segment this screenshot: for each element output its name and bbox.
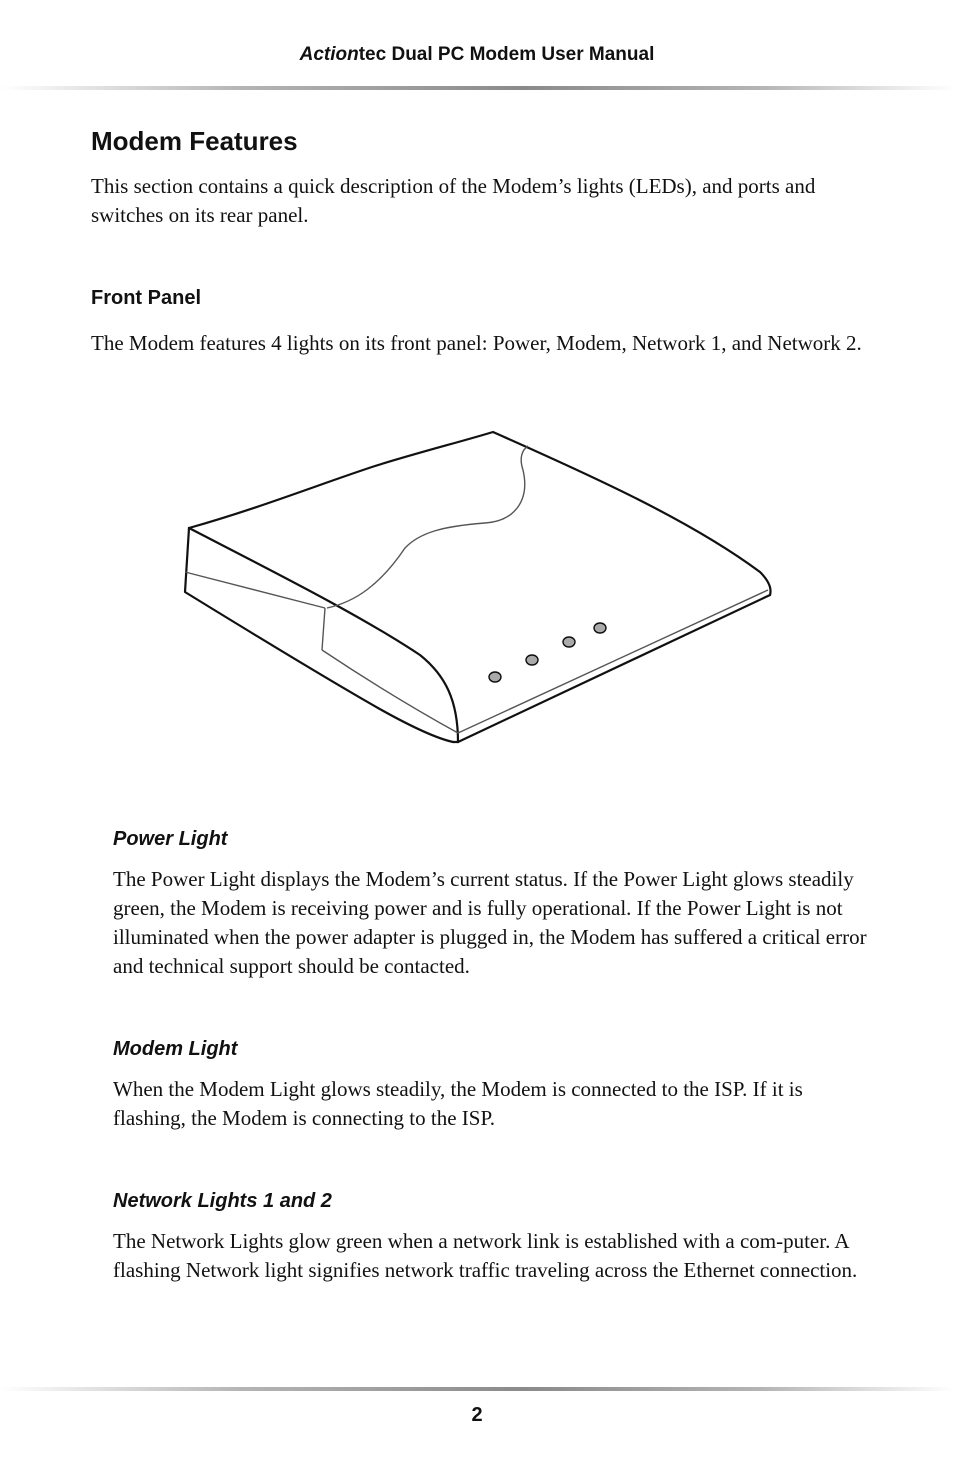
modem-figure — [170, 420, 790, 760]
power-light-heading: Power Light — [113, 828, 228, 850]
modem-light-heading: Modem Light — [113, 1038, 238, 1060]
header-title-rest: tec Dual PC Modem User Manual — [358, 44, 655, 65]
front-panel-heading: Front Panel — [91, 287, 202, 309]
page-number: 2 — [471, 1404, 483, 1426]
modem-top-wave — [327, 446, 528, 608]
modem-left-face — [185, 528, 453, 742]
led-power-icon — [489, 672, 501, 682]
section-intro: This section contains a quick description of the Modem’s lights (LEDs), and ports and switches on its rear panel. — [91, 174, 816, 227]
section-title: Modem Features — [91, 126, 298, 156]
led-modem-icon — [526, 655, 538, 665]
header-divider — [0, 86, 954, 90]
modem-light-text: When the Modem Light glows steadily, the Modem is connected to the ISP. If it is flashing, the Modem is connecting to the ISP. — [113, 1077, 803, 1130]
modem-right-edge — [458, 595, 770, 742]
modem-top-outline — [189, 432, 771, 595]
modem-illustration-icon — [170, 420, 790, 760]
led-network-2-icon — [594, 623, 606, 633]
led-network-1-icon — [563, 637, 575, 647]
footer-divider — [0, 1387, 954, 1391]
front-panel-text: The Modem features 4 lights on its front panel: Power, Modem, Network 1, and Network 2. — [91, 331, 862, 355]
header-brand-italic: Action — [299, 44, 359, 65]
modem-lower-edge — [322, 650, 458, 733]
running-header — [0, 44, 954, 66]
network-lights-text: The Network Lights glow green when a network link is established with a com-puter. A flashing Network light signifies network traffic traveling across the Ethernet connection. — [113, 1229, 858, 1282]
network-lights-heading: Network Lights 1 and 2 — [113, 1190, 332, 1212]
power-light-text: The Power Light displays the Modem’s current status. If the Power Light glows steadily green, the Modem is receiving power and is fully operational. If the Power Light is not illuminated when the power adapter is plugged in, the Modem has suffered a critical error and technical support should be contacted. — [113, 867, 867, 978]
modem-face-divider — [185, 572, 325, 608]
